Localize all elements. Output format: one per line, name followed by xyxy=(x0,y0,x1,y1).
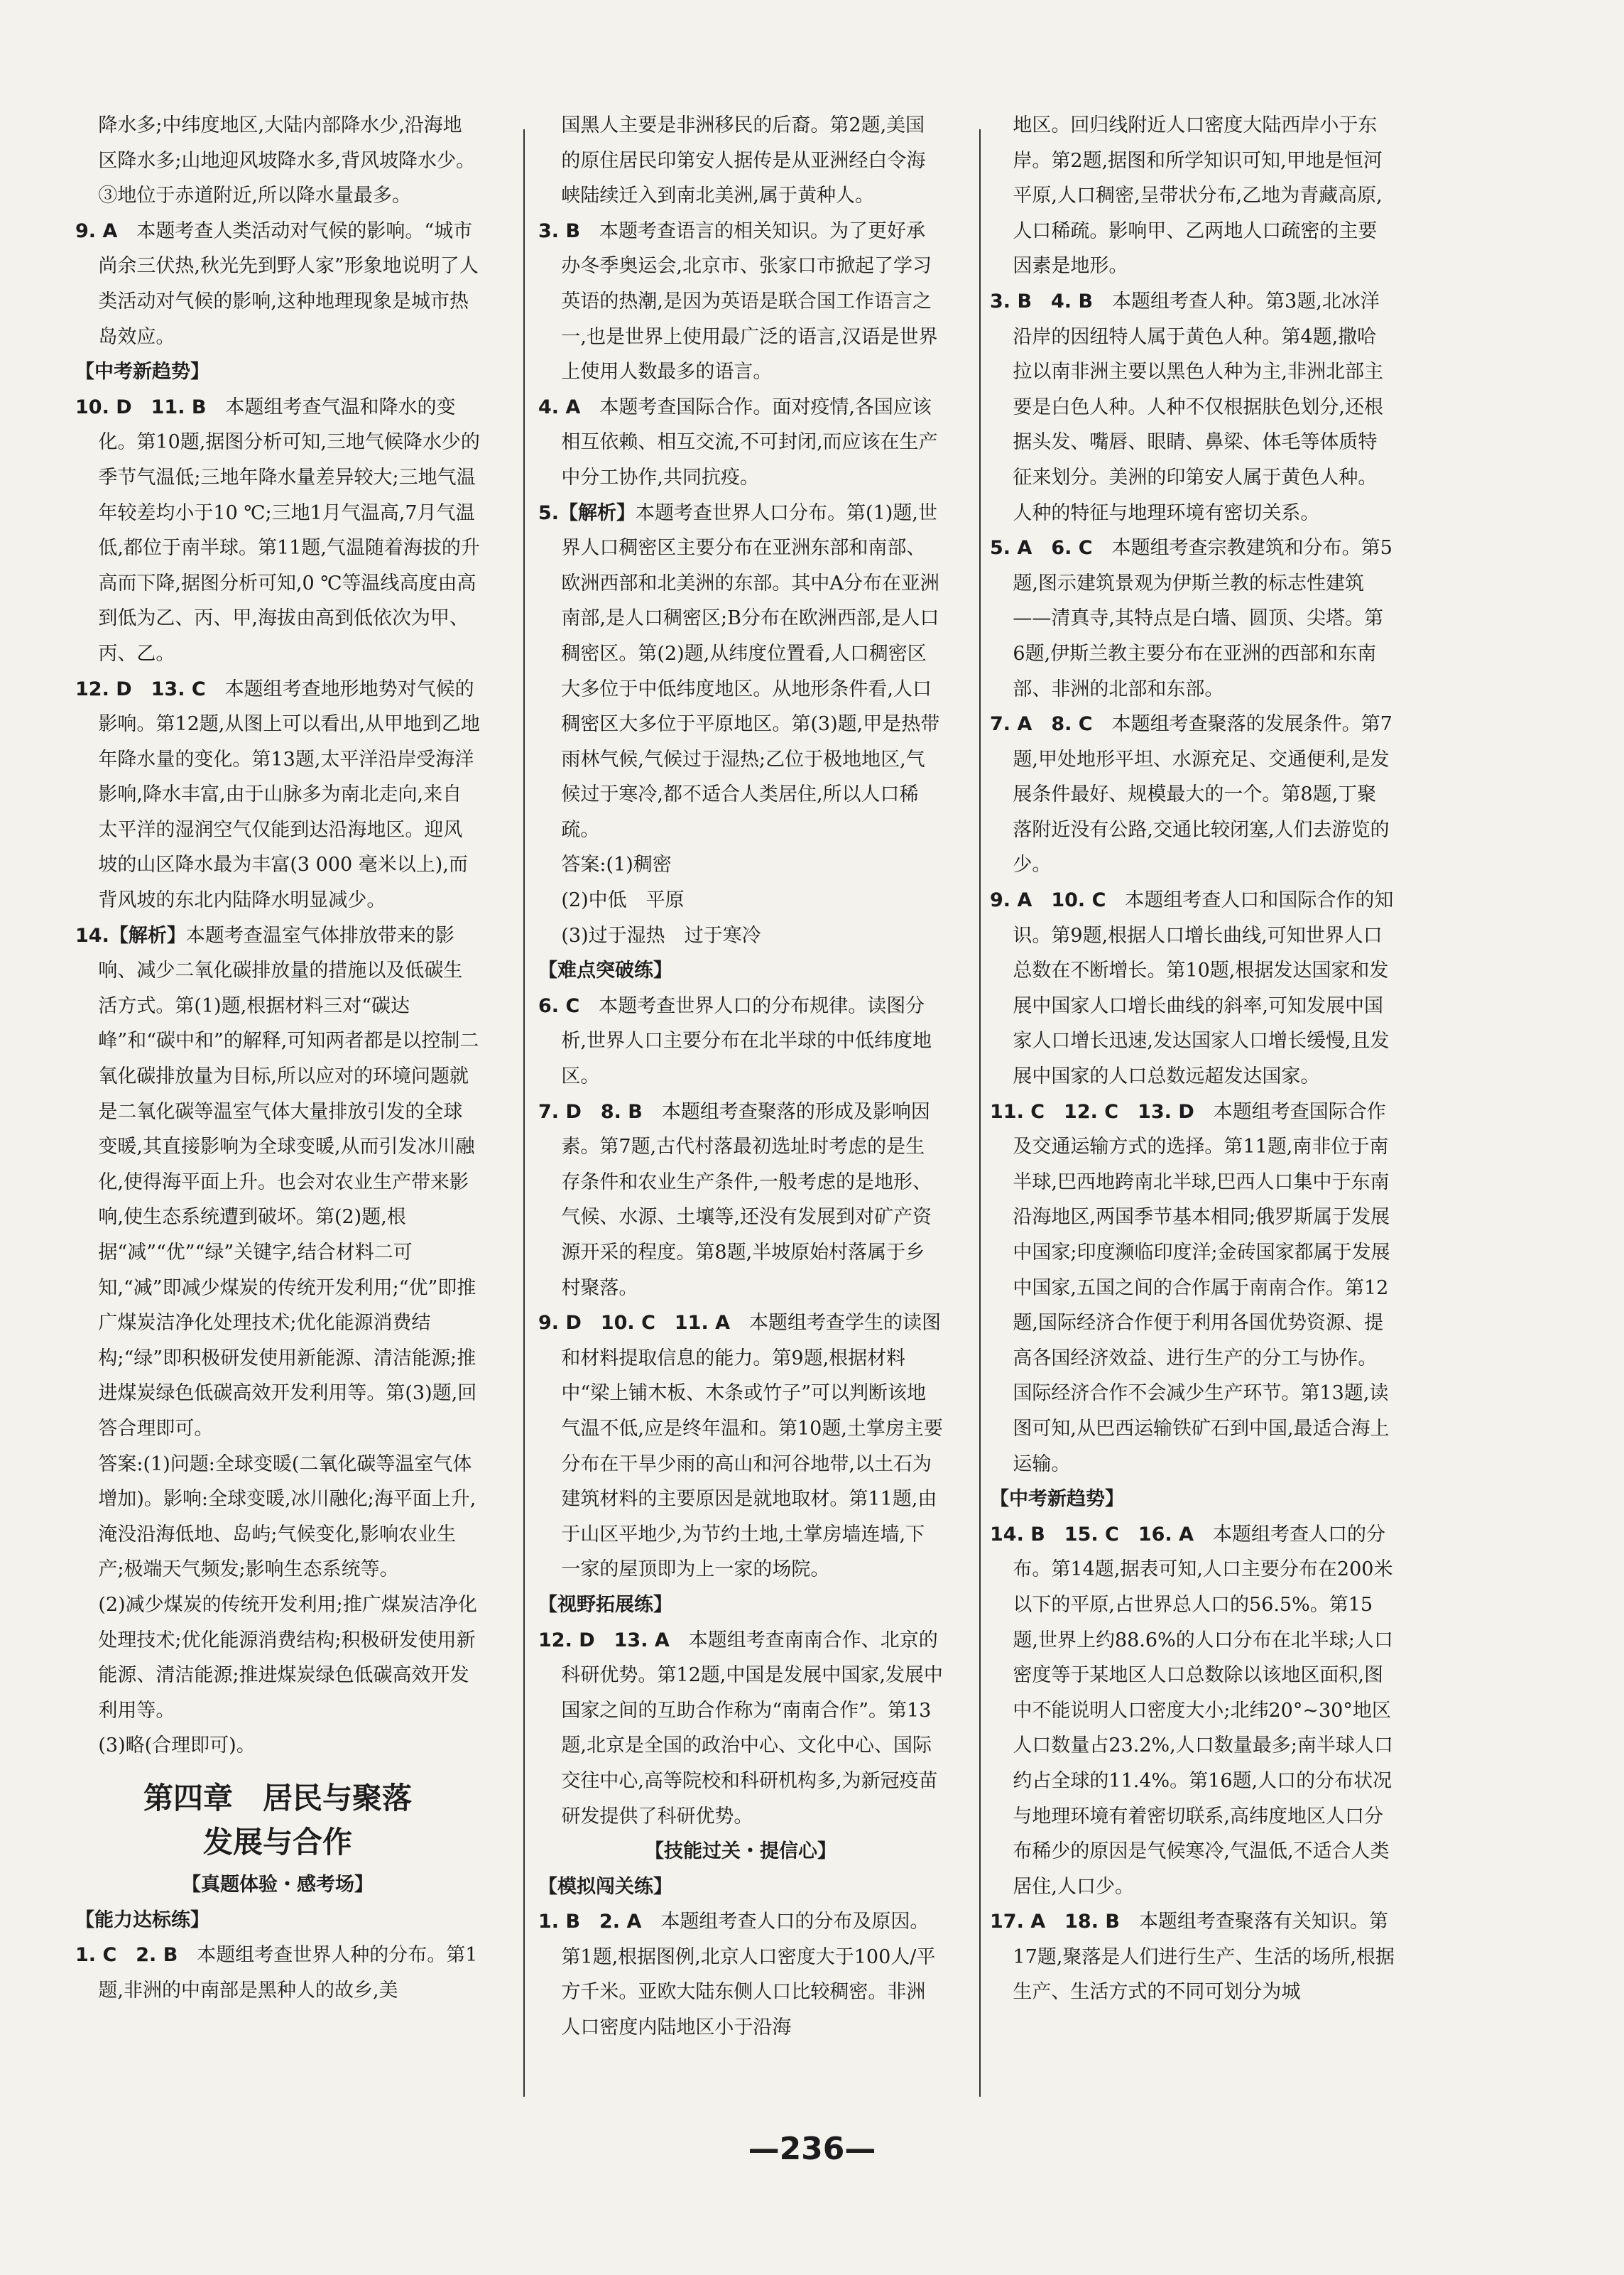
section-heading: 【模拟闯关练】 xyxy=(538,1875,672,1898)
explanation: 本题考查人类活动对气候的影响。“城市尚余三伏热,秋光先到野人家”形象地说明了人类活动对气候的影响,这种地理现象是城市热岛效应。 xyxy=(98,219,479,348)
section-heading: 【真题体验・感考场】 xyxy=(182,1873,374,1896)
answer-key: 12. D 13. A xyxy=(538,1629,670,1651)
explanation: 本题组考查学生的读图和材料提取信息的能力。第9题,根据材料中“梁上铺木板、木条或竹子”可以判断该地气温不低,应是终年温和。第10题,土掌房主要分布在干旱少雨的高山和河谷地带,以土石为建筑材料的主要原因是就地取材。第11题,由于山区平地少,为节约土地,土掌房墙连墙,下一家的屋顶即为上一家的场院。 xyxy=(561,1312,943,1581)
answer-item xyxy=(990,1095,1395,1482)
answer-key: 6. C xyxy=(538,994,580,1017)
answer-text: 答案:(1)问题:全球变暖(二氧化碳等温室气体增加)。影响:全球变暖,冰川融化;海平面上升,淹没沿海低地、岛屿;气候变化,影响农业生产;极端天气频发;影响生态系统等。 xyxy=(98,1453,476,1581)
section-heading: 【中考新趋势】 xyxy=(75,361,209,384)
answer-key: 5. A 6. C xyxy=(990,537,1093,560)
answer-item xyxy=(990,883,1395,1095)
explanation: 本题组考查聚落的形成及影响因素。第7题,古代村落最初选址时考虑的是生存条件和农业生产条件,一般考虑的是地形、气候、水源、土壤等,还没有发展到对矿产资源开采的程度。第8题,半坡原始村落属于乡村聚落。 xyxy=(561,1100,932,1299)
answer-text: (3)过于湿热 过于寒冷 xyxy=(561,924,761,947)
answer-item xyxy=(75,918,480,1447)
answer-item xyxy=(75,672,480,918)
answer-key: 17. A 18. B xyxy=(990,1911,1120,1933)
explanation: 本题组考查世界人种的分布。第1题,非洲的中南部是黑种人的故乡,美 xyxy=(98,1944,478,2002)
section-heading: 【技能过关・提信心】 xyxy=(645,1840,836,1863)
column-middle xyxy=(538,108,943,2046)
answer-key: 5.【解析】 xyxy=(538,501,636,524)
explanation: 本题组考查国际合作及交通运输方式的选择。第11题,南非位于南半球,巴西地跨南北半球,巴西人口集中于东南沿海地区,两国季节基本相同;俄罗斯属于发展中国家;印度濒临印度洋;金砖国家都属于发展中国家,五国之间的合作属于南南合作。第12题,国际经济合作便于利用各国优势资源、提高各国经济效益、进行生产的分工与协作。国际经济合作不会减少生产环节。第13题,读图可知,从巴西运输铁矿石到中国,最适合海上运输。 xyxy=(1013,1100,1390,1475)
answer-item xyxy=(538,1305,943,1587)
answer-item xyxy=(990,1904,1395,2010)
answer-text: (3)略(合理即可)。 xyxy=(98,1734,256,1757)
text-paragraph: 国黑人主要是非洲移民的后裔。第2题,美国的原住居民印第安人据传是从亚洲经白令海峡陆续迁入到南北美洲,属于黄种人。 xyxy=(561,114,926,207)
answer-key: 14. B 15. C 16. A xyxy=(990,1523,1194,1546)
answer-text: 答案:(1)稠密 xyxy=(561,854,672,876)
column-right xyxy=(990,108,1395,2010)
section-heading: 【难点突破练】 xyxy=(538,960,672,982)
answer-key: 9. A 10. C xyxy=(990,889,1106,912)
answer-item xyxy=(75,390,480,672)
section-heading: 【能力达标练】 xyxy=(75,1908,209,1931)
page-number: —236— xyxy=(748,2131,876,2167)
chapter-title xyxy=(75,1776,480,1864)
explanation: 本题组考查聚落的发展条件。第7题,甲处地形平坦、水源充足、交通便利,是发展条件最好、规模最大的一个。第8题,丁聚落附近没有公路,交通比较闭塞,人们去游览的少。 xyxy=(1013,713,1393,876)
answer-key: 10. D 11. B xyxy=(75,396,207,418)
answer-item xyxy=(538,989,943,1095)
answer-text: (2)中低 平原 xyxy=(561,889,685,912)
explanation: 本题考查世界人口的分布规律。读图分析,世界人口主要分布在北半球的中低纬度地区。 xyxy=(561,994,932,1088)
answer-key: 9. A xyxy=(75,219,118,242)
answer-key: 9. D 10. C 11. A xyxy=(538,1312,731,1335)
column-divider xyxy=(979,129,981,2097)
section-heading: 【中考新趋势】 xyxy=(990,1488,1124,1511)
answer-item xyxy=(990,707,1395,883)
answer-key: 12. D 13. C xyxy=(75,678,206,700)
chapter-title-line: 发展与合作 xyxy=(202,1824,352,1859)
answer-item xyxy=(538,1095,943,1306)
answer-key: 11. C 12. C 13. D xyxy=(990,1100,1194,1123)
explanation: 本题组考查气温和降水的变化。第10题,据图分析可知,三地气候降水少的季节气温低;三地年降水量差异较大;三地气温年较差均小于10 ℃;三地1月气温高,7月气温低,都位于南半球。第11题,气温随着海拔的升高而下降,据图分析可知,0 ℃等温线高度由高到低为乙、丙、甲,海拔由高到低依次为甲、丙、乙。 xyxy=(98,396,480,665)
answer-item xyxy=(75,214,480,354)
answer-item xyxy=(538,496,943,848)
explanation: 本题组考查人口的分布及原因。第1题,根据图例,北京人口密度大于100人/平方千米。亚欧大陆东侧人口比较稠密。非洲人口密度内陆地区小于沿海 xyxy=(561,1911,936,2039)
text-paragraph: 降水多;中纬度地区,大陆内部降水少,沿海地区降水多;山地迎风坡降水多,背风坡降水少。③地位于赤道附近,所以降水量最多。 xyxy=(98,114,476,207)
text-paragraph: 地区。回归线附近人口密度大陆西岸小于东岸。第2题,据图和所学知识可知,甲地是恒河平原,人口稠密,呈带状分布,乙地为青藏高原,人口稀疏。影响甲、乙两地人口疏密的主要因素是地形。 xyxy=(1013,114,1383,278)
answer-item xyxy=(538,390,943,496)
section-heading: 【视野拓展练】 xyxy=(538,1593,672,1616)
answer-item xyxy=(990,284,1395,531)
explanation: 本题组考查地形地势对气候的影响。第12题,从图上可以看出,从甲地到乙地年降水量的变化。第13题,太平洋沿岸受海洋影响,降水丰富,由于山脉多为南北走向,来自太平洋的湿润空气仅能到达沿海地区。迎风坡的山区降水最为丰富(3 000 毫米以上),而背风坡的东北内陆降水明显减少。 xyxy=(98,678,480,912)
explanation: 本题组考查宗教建筑和分布。第5题,图示建筑景观为伊斯兰教的标志性建筑——清真寺,其特点是白墙、圆顶、尖塔。第6题,伊斯兰教主要分布在亚洲的西部和东南部、非洲的北部和东部。 xyxy=(1013,537,1393,700)
explanation: 本题考查世界人口分布。第(1)题,世界人口稠密区主要分布在亚洲东部和南部、欧洲西部和北美洲的东部。其中A分布在亚洲南部,是人口稠密区;B分布在欧洲西部,是人口稠密区。第(2)题,从纬度位置看,人口稠密区大多位于中低纬度地区。从地形条件看,人口稠密区大多位于平原地区。第(3)题,甲是热带雨林气候,气候过于湿热;乙位于极地地区,气候过于寒冷,都不适合人类居住,所以人口稀疏。 xyxy=(561,501,940,841)
explanation: 本题考查语言的相关知识。为了更好承办冬季奥运会,北京市、张家口市掀起了学习英语的热潮,是因为英语是联合国工作语言之一,也是世界上使用最广泛的语言,汉语是世界上使用人数最多的语言。 xyxy=(561,219,938,384)
answer-item xyxy=(990,1517,1395,1905)
answer-key: 1. B 2. A xyxy=(538,1911,642,1933)
answer-item xyxy=(75,1938,480,2008)
answer-item xyxy=(538,1904,943,2045)
explanation: 本题考查温室气体排放带来的影响、减少二氧化碳排放量的措施以及低碳生活方式。第(1)题,根据材料三对“碳达峰”和“碳中和”的解释,可知两者都是以控制二氧化碳排放量为目标,所以应对的环境问题就是二氧化碳等温室气体大量排放引发的全球变暖,其直接影响为全球变暖,从而引发冰川融化,使得海平面上升。也会对农业生产带来影响,使生态系统遭到破坏。第(2)题,根据“减”“优”“绿”关键字,结合材料二可知,“减”即减少煤炭的传统开发利用;“优”即推广煤炭洁净化处理技术;优化能源消费结构;“绿”即积极研发使用新能源、清洁能源;推进煤炭绿色低碳高效开发利用等。第(3)题,回答合理即可。 xyxy=(98,924,479,1440)
answer-item xyxy=(538,1623,943,1835)
explanation: 本题组考查南南合作、北京的科研优势。第12题,中国是发展中国家,发展中国家之间的互助合作称为“南南合作”。第13题,北京是全国的政治中心、文化中心、国际交往中心,高等院校和科研机构多,为新冠疫苗研发提供了科研优势。 xyxy=(561,1629,943,1828)
column-left xyxy=(75,108,480,2008)
answer-key: 3. B xyxy=(538,219,581,242)
answer-key: 1. C 2. B xyxy=(75,1944,178,1967)
answer-text: (2)减少煤炭的传统开发利用;推广煤炭洁净化处理技术;优化能源消费结构;积极研发使用新能源、清洁能源;推进煤炭绿色低碳高效开发利用等。 xyxy=(98,1593,477,1722)
explanation: 本题考查国际合作。面对疫情,各国应该相互依赖、相互交流,不可封闭,而应该在生产中分工协作,共同抗疫。 xyxy=(561,396,938,489)
column-divider xyxy=(523,129,525,2097)
explanation: 本题组考查人口的分布。第14题,据表可知,人口主要分布在200米以下的平原,占世界总人口的56.5%。第15题,世界上约88.6%的人口分布在北半球;人口密度等于某地区人口总数除以该地区面积,图中不能说明人口密度大小;北纬20°~30°地区人口数量占23.2%,人口数量最多;南半球人口约占全球的11.4%。第16题,人口的分布状况与地理环境有着密切联系,高纬度地区人口分布稀少的原因是气候寒冷,气温低,不适合人类居住,人口少。 xyxy=(1013,1523,1393,1898)
answer-key: 7. D 8. B xyxy=(538,1100,643,1123)
explanation: 本题组考查聚落有关知识。第17题,聚落是人们进行生产、生活的场所,根据生产、生活方式的不同可划分为城 xyxy=(1013,1911,1395,2004)
chapter-title-line: 第四章 居民与聚落 xyxy=(143,1780,412,1815)
answer-key: 7. A 8. C xyxy=(990,713,1093,736)
answer-key: 4. A xyxy=(538,396,581,418)
explanation: 本题组考查人口和国际合作的知识。第9题,根据人口增长曲线,可知世界人口总数在不断增长。第10题,根据发达国家和发展中国家人口增长曲线的斜率,可知发展中国家人口增长迅速,发达国家人口增长缓慢,且发展中国家的人口总数远超发达国家。 xyxy=(1013,889,1394,1088)
answer-key: 14.【解析】 xyxy=(75,924,186,947)
explanation: 本题组考查人种。第3题,北冰洋沿岸的因纽特人属于黄色人种。第4题,撒哈拉以南非洲主要以黑色人种为主,非洲北部主要是白色人种。人种不仅根据肤色划分,还根据头发、嘴唇、眼睛、鼻梁、体毛等体质特征来划分。美洲的印第安人属于黄色人种。人种的特征与地理环境有密切关系。 xyxy=(1013,290,1383,524)
answer-item xyxy=(538,214,943,390)
answer-item xyxy=(990,531,1395,707)
answer-key: 3. B 4. B xyxy=(990,290,1094,313)
